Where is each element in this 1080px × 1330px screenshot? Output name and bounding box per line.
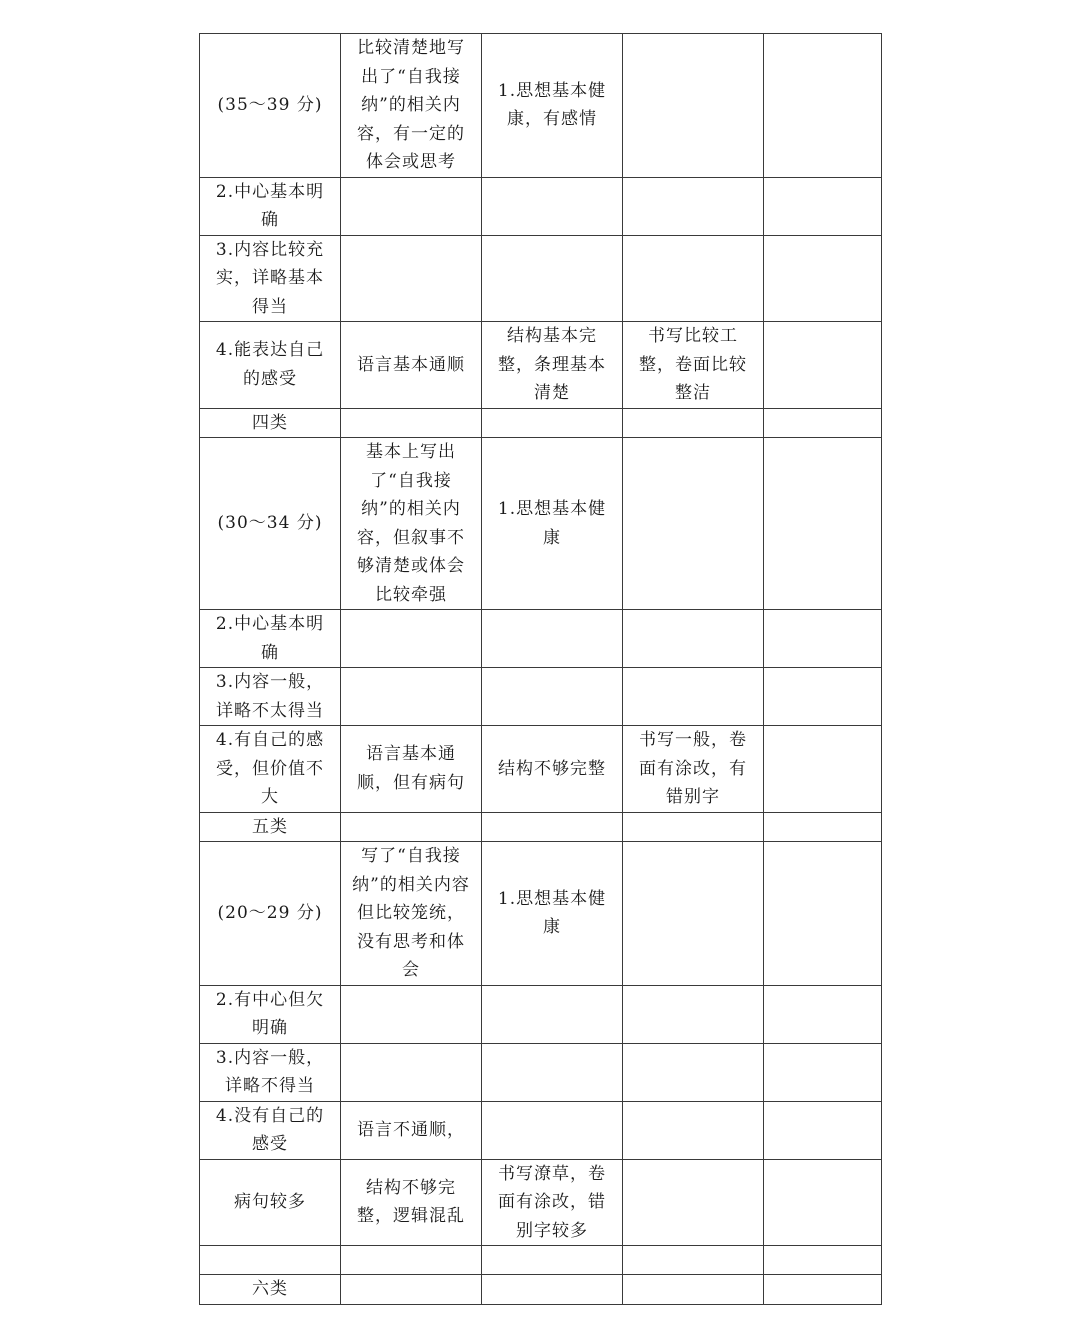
table-cell <box>200 177 341 235</box>
table-cell <box>482 1246 623 1275</box>
table-cell <box>200 408 341 438</box>
table-cell <box>482 1159 623 1246</box>
table-cell <box>764 842 882 986</box>
table-cell <box>482 842 623 986</box>
table-cell <box>341 235 482 322</box>
table-cell <box>200 34 341 178</box>
table-cell <box>341 1101 482 1159</box>
table-cell <box>200 322 341 409</box>
table-cell <box>200 842 341 986</box>
table-cell <box>482 1101 623 1159</box>
cell-text: 书写比较工整，卷面比较整洁 <box>639 326 747 403</box>
table-cell <box>764 726 882 813</box>
table-row <box>200 177 882 235</box>
table-body <box>200 34 882 1305</box>
cell-text: 语言基本通顺 <box>357 354 465 375</box>
table-cell <box>200 668 341 726</box>
table-cell <box>482 438 623 610</box>
table-cell <box>623 812 764 842</box>
table-cell <box>482 812 623 842</box>
table-row <box>200 1043 882 1101</box>
cell-text: 4.没有自己的感受 <box>215 1105 325 1154</box>
table-row <box>200 726 882 813</box>
table-cell <box>341 322 482 409</box>
cell-text: 2.中心基本明确 <box>215 614 325 663</box>
table-cell <box>623 985 764 1043</box>
table-cell <box>623 408 764 438</box>
cell-text: 写了“自我接纳”的相关内容但比较笼统，没有思考和体会 <box>352 846 470 980</box>
table-cell <box>482 34 623 178</box>
cell-text: 四类 <box>252 412 288 433</box>
table-cell <box>764 1246 882 1275</box>
cell-text: 4.能表达自己的感受 <box>215 340 325 389</box>
cell-text: (35～39 分) <box>217 95 323 115</box>
table-cell <box>200 1043 341 1101</box>
table-cell <box>341 842 482 986</box>
table-cell <box>200 1159 341 1246</box>
table-cell <box>482 408 623 438</box>
table-row <box>200 34 882 178</box>
table-cell <box>764 812 882 842</box>
table-cell <box>200 1275 341 1305</box>
table-row <box>200 408 882 438</box>
cell-text: 1.思想基本健康 <box>497 888 607 938</box>
cell-text: (20～29 分) <box>217 903 323 923</box>
table-cell <box>482 726 623 813</box>
cell-text: 病句较多 <box>234 1192 306 1212</box>
table-cell <box>200 1101 341 1159</box>
table-cell <box>623 177 764 235</box>
table-cell <box>482 322 623 409</box>
table-cell <box>341 726 482 813</box>
table-cell <box>623 235 764 322</box>
scoring-rubric-table <box>199 33 882 1305</box>
table-cell <box>764 235 882 322</box>
table-cell <box>482 668 623 726</box>
table-cell <box>623 610 764 668</box>
cell-text: 书写潦草，卷面有涂改，错别字较多 <box>498 1163 606 1241</box>
table-cell <box>764 1043 882 1101</box>
cell-text: (30～34 分) <box>217 513 323 534</box>
cell-text: 3.内容比较充实，详略基本得当 <box>215 239 325 317</box>
table-cell <box>482 985 623 1043</box>
table-row <box>200 610 882 668</box>
table-cell <box>764 177 882 235</box>
table-cell <box>200 235 341 322</box>
table-cell <box>764 438 882 610</box>
table-cell <box>764 1101 882 1159</box>
table-cell <box>200 812 341 842</box>
table-cell <box>623 34 764 178</box>
cell-text: 结构不够完整，逻辑混乱 <box>357 1177 465 1227</box>
table-row <box>200 235 882 322</box>
table-cell <box>482 1275 623 1305</box>
table-row <box>200 668 882 726</box>
table-cell <box>764 408 882 438</box>
table-cell <box>341 438 482 610</box>
table-cell <box>623 1043 764 1101</box>
table-cell <box>341 1043 482 1101</box>
table-cell <box>764 668 882 726</box>
table-cell <box>482 177 623 235</box>
cell-text: 3.内容一般，详略不太得当 <box>215 672 325 721</box>
cell-text: 1.思想基本健康，有感情 <box>497 80 607 130</box>
table-cell <box>482 1043 623 1101</box>
table-cell <box>200 726 341 813</box>
table-cell <box>200 985 341 1043</box>
cell-text: 五类 <box>252 816 288 837</box>
table-cell <box>764 985 882 1043</box>
table-cell <box>482 235 623 322</box>
table-cell <box>200 1246 341 1275</box>
cell-text: 语言基本通顺，但有病句 <box>357 744 465 793</box>
table-cell <box>764 322 882 409</box>
table-row <box>200 1246 882 1275</box>
table-cell <box>764 1275 882 1305</box>
table-cell <box>341 1246 482 1275</box>
cell-text: 1.思想基本健康 <box>497 499 607 548</box>
table-cell <box>623 322 764 409</box>
table-cell <box>623 1275 764 1305</box>
table-cell <box>341 985 482 1043</box>
cell-text: 比较清楚地写出了“自我接纳”的相关内容，有一定的体会或思考 <box>357 38 465 172</box>
table-cell <box>764 34 882 178</box>
table-cell <box>341 812 482 842</box>
cell-text: 3.内容一般，详略不得当 <box>215 1047 325 1096</box>
table-cell <box>341 668 482 726</box>
cell-text: 语言不通顺， <box>357 1119 465 1140</box>
table-cell <box>200 610 341 668</box>
table-cell <box>200 438 341 610</box>
cell-text: 2.有中心但欠明确 <box>215 989 325 1038</box>
table-cell <box>623 726 764 813</box>
table-cell <box>341 1275 482 1305</box>
table-cell <box>341 34 482 178</box>
cell-text: 六类 <box>252 1279 288 1299</box>
table-row <box>200 842 882 986</box>
cell-text: 2.中心基本明确 <box>215 181 325 230</box>
cell-text: 4.有自己的感受，但价值不大 <box>215 730 325 807</box>
table-cell <box>623 668 764 726</box>
table-row <box>200 438 882 610</box>
table-cell <box>623 842 764 986</box>
table-cell <box>623 438 764 610</box>
table-cell <box>764 610 882 668</box>
cell-text: 书写一般，卷面有涂改，有错别字 <box>639 730 747 807</box>
cell-text: 基本上写出了“自我接纳”的相关内容，但叙事不够清楚或体会比较牵强 <box>357 442 465 605</box>
cell-text: 结构基本完整，条理基本清楚 <box>498 326 606 403</box>
table-row <box>200 812 882 842</box>
table-cell <box>623 1246 764 1275</box>
table-row <box>200 1101 882 1159</box>
table-cell <box>341 1159 482 1246</box>
table-cell <box>341 408 482 438</box>
table-cell <box>341 610 482 668</box>
table-cell <box>341 177 482 235</box>
table-cell <box>764 1159 882 1246</box>
table-row <box>200 1275 882 1305</box>
table-row <box>200 322 882 409</box>
table-cell <box>623 1159 764 1246</box>
table-row <box>200 1159 882 1246</box>
cell-text: 结构不够完整 <box>498 758 606 779</box>
table-cell <box>482 610 623 668</box>
table-cell <box>623 1101 764 1159</box>
table-row <box>200 985 882 1043</box>
